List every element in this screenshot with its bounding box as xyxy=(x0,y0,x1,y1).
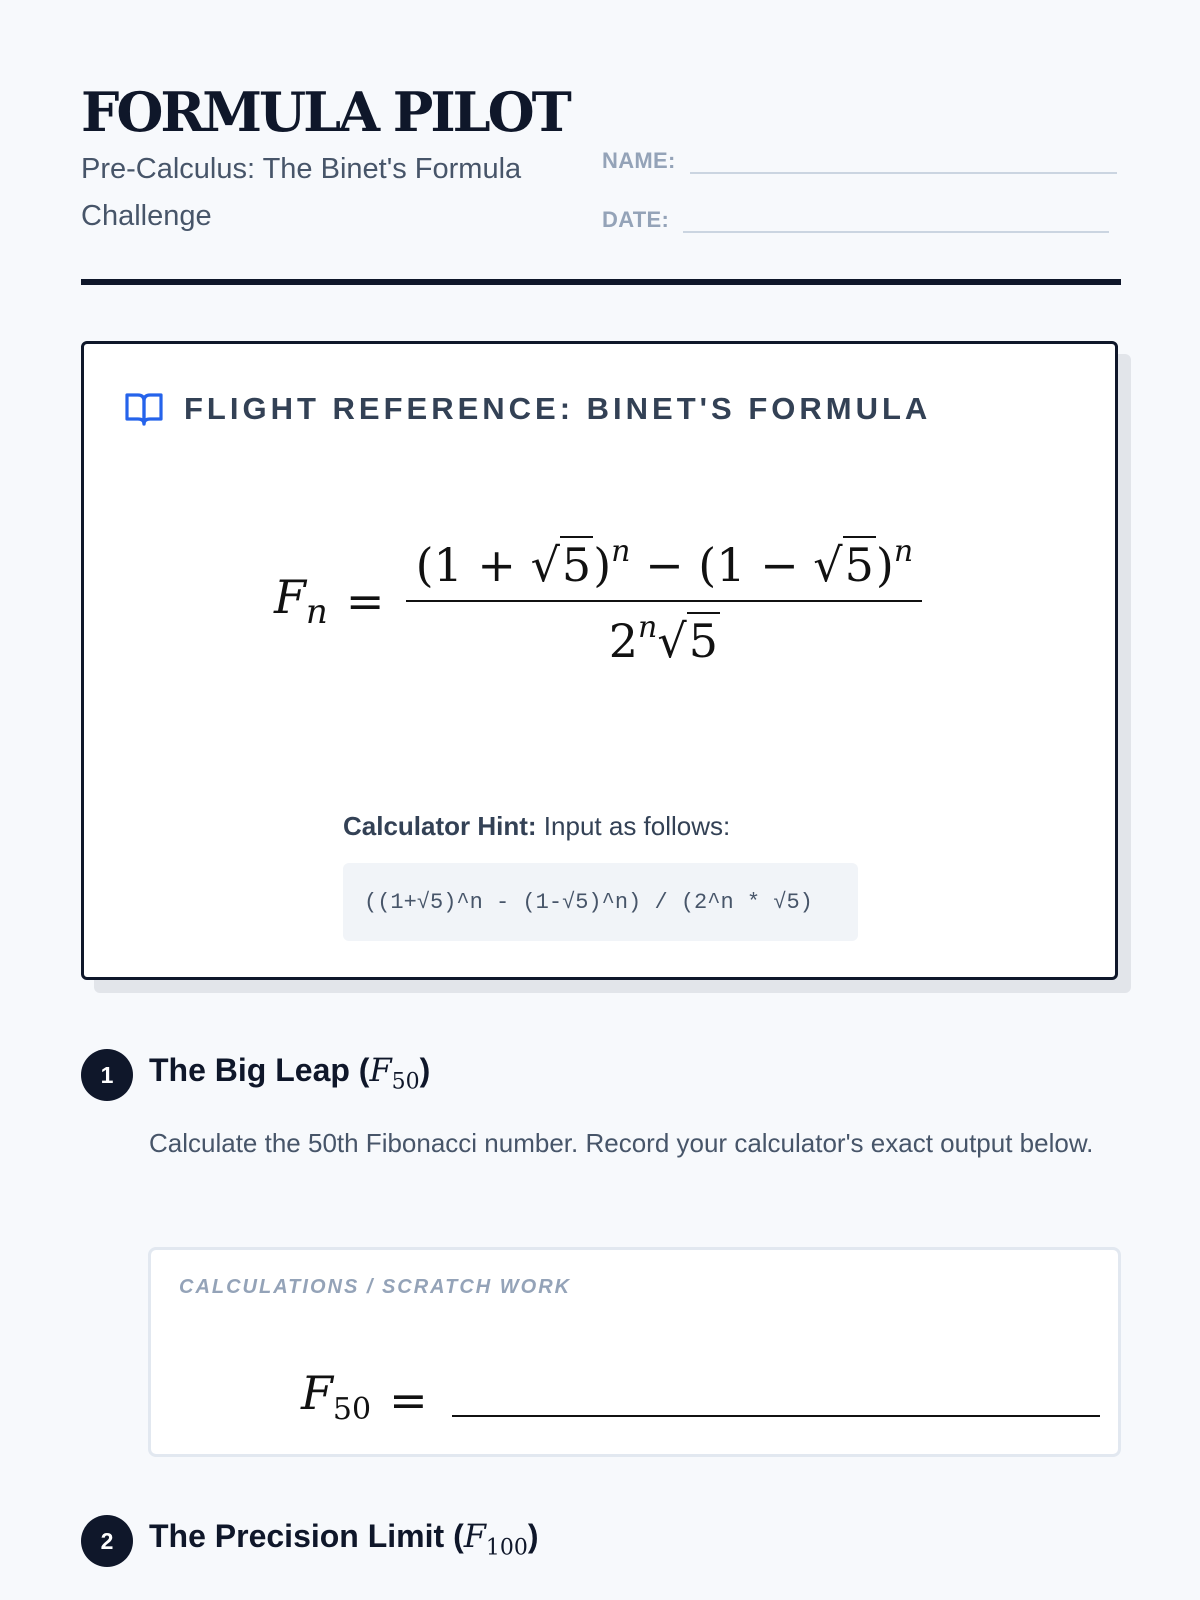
hint-text: Input as follows: xyxy=(536,811,731,841)
question-title: The Precision Limit $(F_{100})$ xyxy=(149,1517,539,1561)
answer-row xyxy=(301,1366,1100,1427)
question-number-badge: 2 xyxy=(81,1515,133,1567)
answer-input-line[interactable] xyxy=(452,1415,1100,1417)
formula-denominator: 2$^n$√5 xyxy=(608,610,718,668)
book-open-icon xyxy=(124,390,164,428)
header-divider xyxy=(81,279,1121,285)
worksheet-header xyxy=(81,0,1121,290)
scratch-work-label: CALCULATIONS / SCRATCH WORK xyxy=(179,1276,572,1298)
name-label: NAME: xyxy=(602,148,676,173)
name-input-line[interactable] xyxy=(690,146,1117,174)
answer-equals: = xyxy=(389,1373,428,1428)
hint-label: Calculator Hint: xyxy=(343,811,537,841)
page-title: FORMULA PILOT xyxy=(81,80,569,144)
worksheet-page xyxy=(81,0,1121,1561)
date-label: DATE: xyxy=(602,207,670,232)
calculator-hint xyxy=(343,811,730,842)
reference-card xyxy=(81,341,1118,980)
formula-equals: = xyxy=(345,574,385,628)
calculator-code: ((1+√5)^n - (1-√5)^n) / (2^n * √5) xyxy=(343,863,858,941)
name-field xyxy=(602,146,1117,174)
binet-formula xyxy=(274,534,922,668)
date-field xyxy=(602,205,1109,233)
question-number-badge: 1 xyxy=(81,1049,133,1101)
question-title: The Big Leap $(F_{50})$ xyxy=(149,1051,431,1095)
formula-fraction xyxy=(406,534,922,668)
formula-lhs: $F_n$ xyxy=(274,570,328,632)
date-input-line[interactable] xyxy=(683,205,1109,233)
reference-title: FLIGHT REFERENCE: BINET'S FORMULA xyxy=(184,391,932,426)
formula-numerator: $(1 + √5)^n - (1 - √5)^n$ xyxy=(415,534,914,592)
scratch-work-box[interactable] xyxy=(148,1247,1121,1457)
page-subtitle: Pre-Calculus: The Binet's Formula Challenge xyxy=(81,153,522,232)
reference-header xyxy=(124,390,931,428)
answer-lhs: $F_{50}$ xyxy=(301,1366,372,1428)
question-description: Calculate the 50th Fibonacci number. Record your calculator's exact output below. xyxy=(149,1128,1094,1158)
